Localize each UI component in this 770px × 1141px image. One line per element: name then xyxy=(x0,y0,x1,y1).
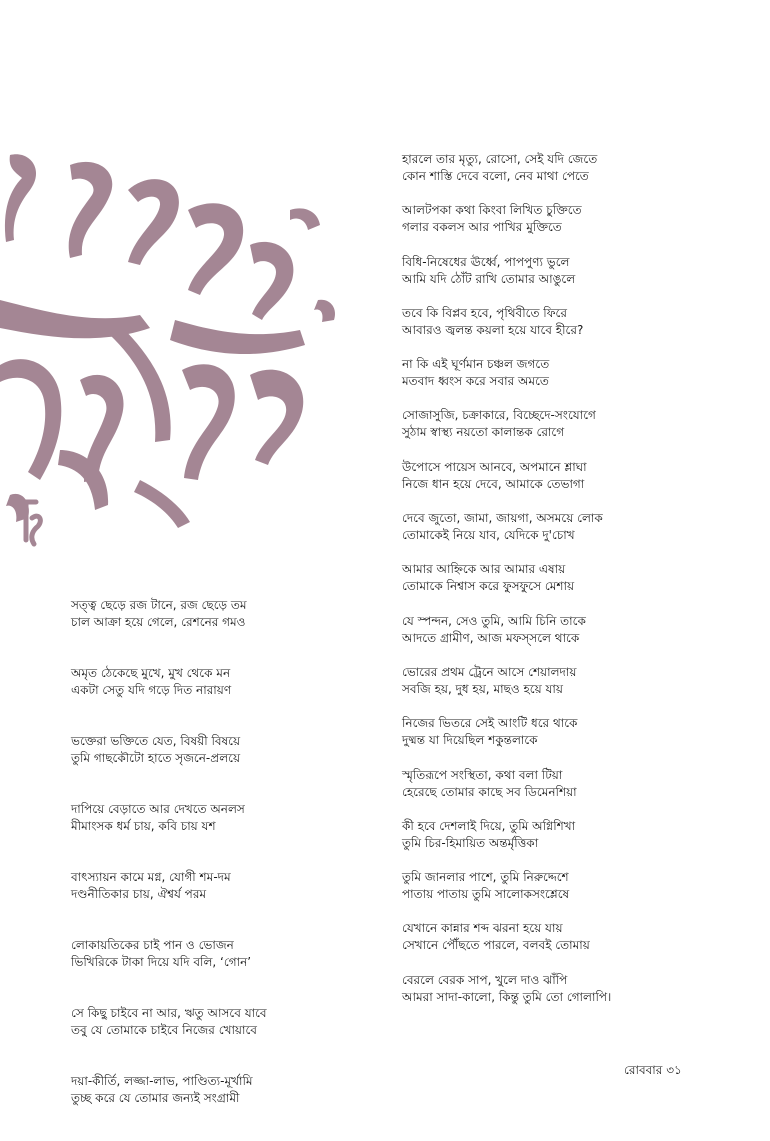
poem-line: আলটপকা কথা কিংবা লিখিত চুক্তিতে xyxy=(402,203,582,218)
poem-line: উপোসে পায়েস আনবে, অপমানে শ্লাঘা xyxy=(402,459,587,474)
stanza xyxy=(71,869,401,937)
poem-line: তবু যে তোমাকে চাইবে নিজের খোয়াবে xyxy=(71,1023,257,1037)
page-number: রোববার ৩১ xyxy=(624,1063,682,1077)
poem-line: ভিখিরিকে টাকা দিয়ে যদি বলি, ‘গোন’ xyxy=(71,955,252,969)
stanza xyxy=(402,305,732,356)
poem-line: সুঠাম স্বাস্থ্য নয়তো কালান্তক রোগে xyxy=(402,425,565,440)
poem-line: মতবাদ ধ্বংস করে সবার অমতে xyxy=(402,374,549,389)
poem-line: গলার বকলস আর পাখির মুক্তিতে xyxy=(402,220,562,235)
stanza xyxy=(402,767,732,818)
stanza xyxy=(402,972,732,1023)
stanza xyxy=(402,664,732,715)
poem-line: সত্ত্ব ছেড়ে রজ টানে, রজ ছেড়ে তম xyxy=(71,598,247,612)
poem-line: পাতায় পাতায় তুমি সালোকসংশ্লেষে xyxy=(402,887,570,902)
poem-line: স্মৃতিরূপে সংস্থিতা, কথা বলা টিয়া xyxy=(402,767,563,782)
poem-column-right xyxy=(402,151,732,1023)
poem-line: আদতে গ্রামীণ, আজ মফস্সলে থাকে xyxy=(402,630,580,645)
poem-line: নিজের ভিতরে সেই আংটি ধরে থাকে xyxy=(402,716,578,731)
poem-line: তুচ্ছ করে যে তোমার জন্যই সংগ্রামী xyxy=(71,1091,240,1105)
stanza xyxy=(402,407,732,458)
poem-line: একটা সেতু যদি গড়ে দিত নারায়ণ xyxy=(71,683,232,697)
stanza xyxy=(402,151,732,202)
abstract-calligraphy-art xyxy=(0,150,340,570)
stanza xyxy=(402,356,732,407)
poem-line: তুমি গাছকৌটো হাতে সৃজনে-প্রলয়ে xyxy=(71,751,241,765)
poem-line: সবজি হয়, দুধ হয়, মাছও হয়ে যায় xyxy=(402,681,563,696)
stanza xyxy=(402,920,732,971)
stanza xyxy=(402,202,732,253)
stanza xyxy=(402,459,732,510)
poem-line: কোন শাস্তি দেবে বলো, নেব মাথা পেতে xyxy=(402,169,589,183)
stanza xyxy=(402,561,732,612)
stanza xyxy=(402,818,732,869)
poem-line: বিধি-নিষেধের ঊর্ধ্বে, পাপপুণ্য ভুলে xyxy=(402,254,570,269)
poem-line: কী হবে দেশলাই দিয়ে, তুমি অগ্নিশিখা xyxy=(402,818,576,833)
stanza xyxy=(71,1005,401,1073)
poem-line: তুমি জানলার পাশে, তুমি নিরুদ্দেশে xyxy=(402,870,569,885)
poem-line: আবারও জ্বলন্ত কয়লা হয়ে যাবে হীরে? xyxy=(402,322,584,337)
poem-line: সেখানে পৌঁছতে পারলে, বলবই তোমায় xyxy=(402,938,590,953)
stanza xyxy=(71,801,401,869)
poem-line: যে স্পন্দন, সেও তুমি, আমি চিনি তাকে xyxy=(402,613,586,628)
stanza xyxy=(402,613,732,664)
stanza xyxy=(71,1073,401,1141)
poem-line: আমার আহ্নিকে আর আমার এষায় xyxy=(402,562,566,577)
poem-line: চাল আক্রা হয়ে গেলে, রেশনের গমও xyxy=(71,615,246,629)
poem-line: তুমি চির-হিমায়িত অন্তর্মৃত্তিকা xyxy=(402,835,539,850)
poem-line: বাৎস্যায়ন কামে মগ্ন, যোগী শম-দম xyxy=(71,870,231,884)
stanza xyxy=(402,254,732,305)
poem-line: সে কিছু চাইবে না আর, ঋতু আসবে যাবে xyxy=(71,1006,267,1020)
poem-line: নিজে ধান হয়ে দেবে, আমাকে তেভাগা xyxy=(402,476,585,491)
poem-line: হারলে তার মৃত্যু, রোসো, সেই যদি জেতে xyxy=(402,152,598,166)
poem-line: বেরলে বেরক সাপ, খুলে দাও ঝাঁপি xyxy=(402,972,568,987)
poem-line: আমি যদি ঠোঁট রাখি তোমার আঙুলে xyxy=(402,271,576,286)
poem-line: ভোরের প্রথম ট্রেনে আসে শেয়ালদায় xyxy=(402,664,577,679)
poem-line: দুষ্মন্ত যা দিয়েছিল শকুন্তলাকে xyxy=(402,733,538,748)
stanza xyxy=(71,665,401,733)
poem-line: ভক্তেরা ভক্তিতে যেত, বিষয়ী বিষয়ে xyxy=(71,734,241,748)
poem-line: সোজাসুজি, চক্রাকারে, বিচ্ছেদে-সংযোগে xyxy=(402,408,596,423)
poem-line: অমৃত ঠেকেছে মুখে, মুখ থেকে মন xyxy=(71,666,231,680)
stanza xyxy=(71,937,401,1005)
poem-line: লোকায়তিকের চাই পান ও ভোজন xyxy=(71,938,234,952)
poem-line: দেবে জুতো, জামা, জায়গা, অসময়ে লোক xyxy=(402,511,603,526)
poem-line: মীমাংসক ধর্ম চায়, কবি চায় যশ xyxy=(71,819,216,833)
poem-line: দাপিয়ে বেড়াতে আর দেখতে অনলস xyxy=(71,802,245,816)
stanza xyxy=(402,715,732,766)
stanza xyxy=(402,869,732,920)
poem-line: আমরা সাদা-কালো, কিন্তু তুমি তো গোলাপি। xyxy=(402,989,612,1004)
poem-line: দয়া-কীর্তি, লজ্জা-লাভ, পাণ্ডিত্য-মূর্খামি xyxy=(71,1074,253,1088)
poem-line: যেখানে কান্নার শব্দ ঝরনা হয়ে যায় xyxy=(402,921,563,936)
poem-line: তোমাকেই নিয়ে যাব, যেদিকে দু'চোখ xyxy=(402,528,575,543)
poem-line: দণ্ডনীতিকার চায়, ঐশ্বর্য পরম xyxy=(71,887,207,901)
stanza xyxy=(71,733,401,801)
stanza xyxy=(71,597,401,665)
poem-column-left xyxy=(71,597,401,1141)
poem-line: তোমাকে নিশ্বাস করে ফুসফুসে মেশায় xyxy=(402,579,575,594)
poem-line: না কি এই ঘূর্ণমান চঞ্চল জগতে xyxy=(402,357,550,372)
poem-line: হেরেছে তোমার কাছে সব ডিমেনশিয়া xyxy=(402,784,577,799)
stanza xyxy=(402,510,732,561)
poem-line: তবে কি বিপ্লব হবে, পৃথিবীতে ফিরে xyxy=(402,305,567,320)
